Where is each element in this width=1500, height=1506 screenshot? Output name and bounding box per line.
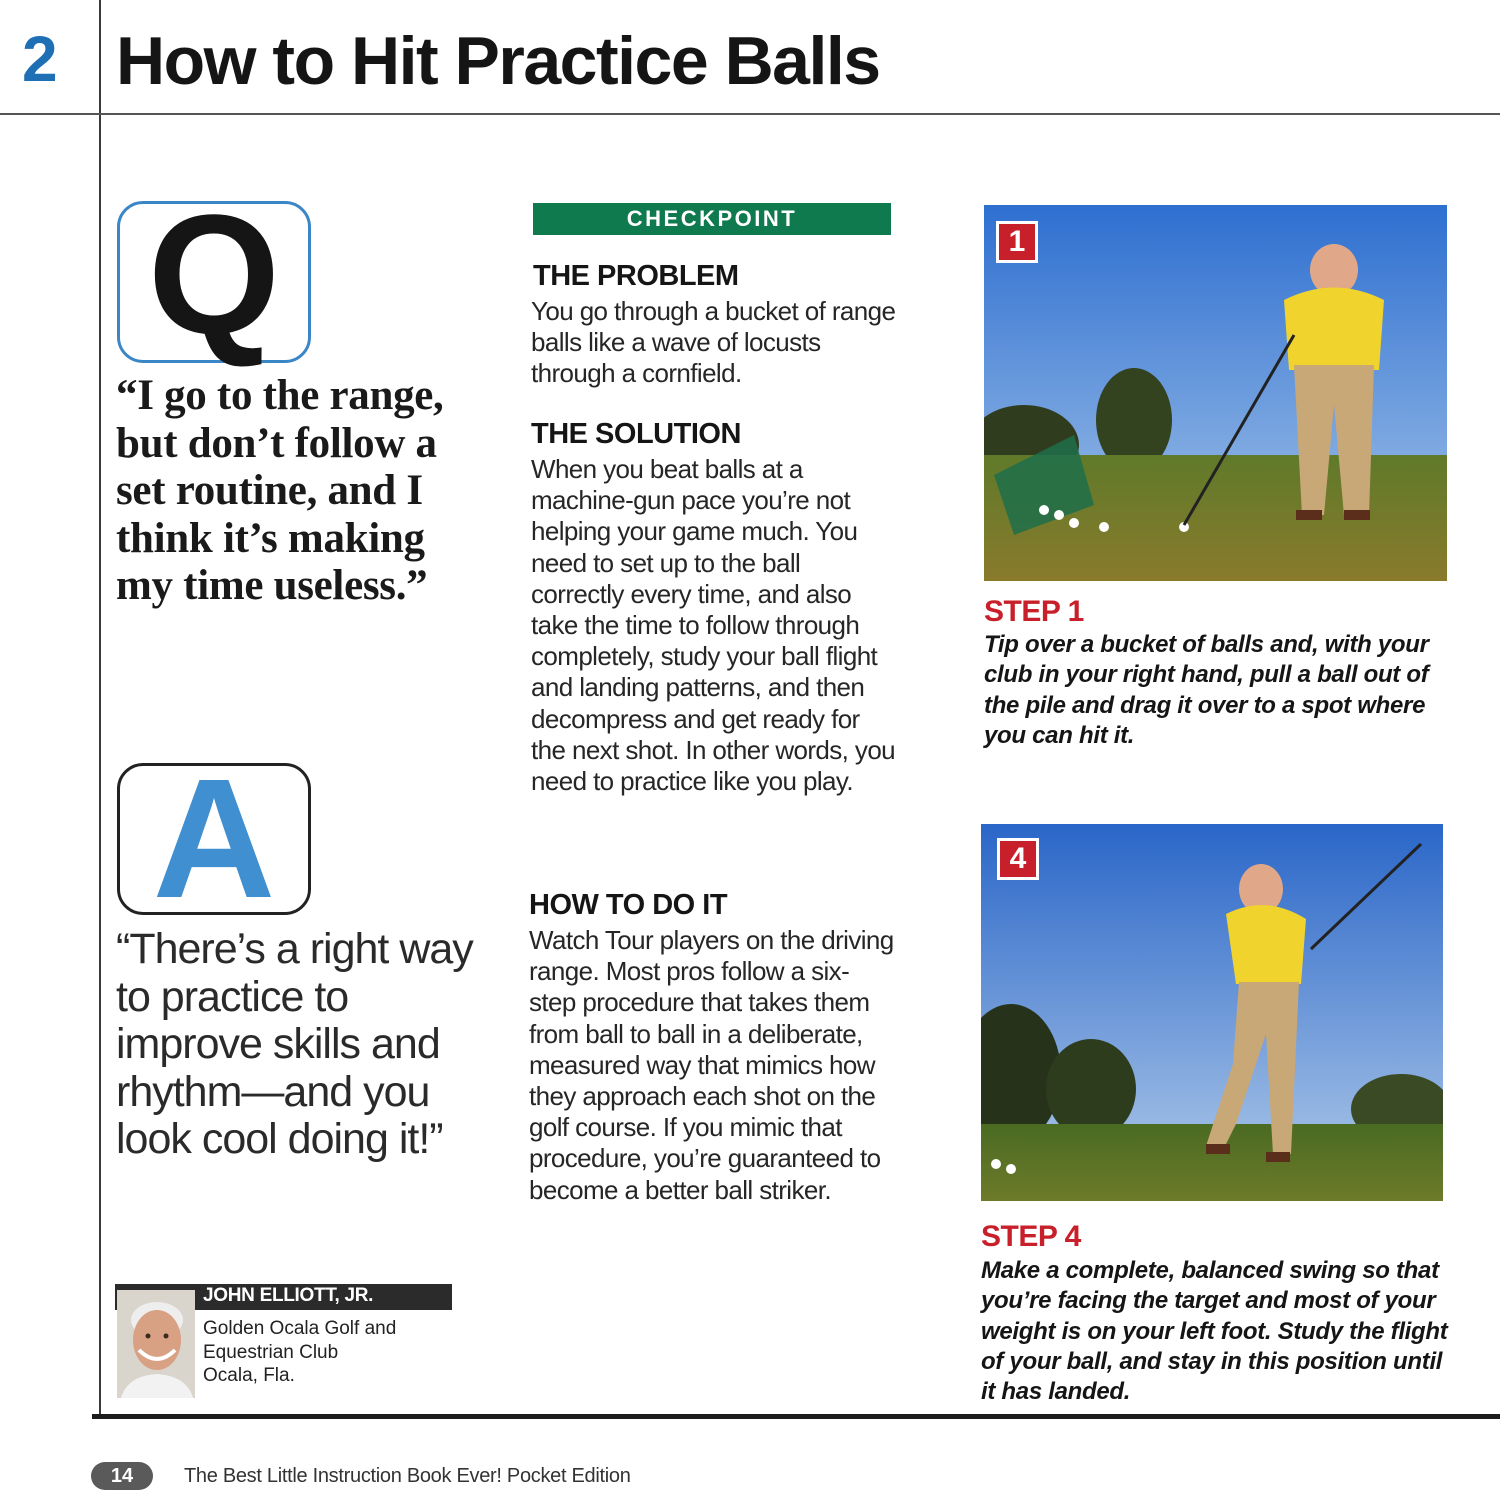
step-4-label: STEP 4 (981, 1220, 1081, 1253)
problem-text: You go through a bucket of range balls like a wave of locusts through a cornfield. (531, 296, 896, 389)
page-number: 14 (91, 1462, 153, 1490)
step-4-badge: 4 (997, 838, 1039, 880)
q-letter: Q (147, 180, 281, 370)
step-1-photo (984, 205, 1447, 581)
vertical-divider (99, 0, 101, 1415)
footer-divider (92, 1414, 1500, 1419)
page-title: How to Hit Practice Balls (116, 23, 880, 99)
step-1-label: STEP 1 (984, 595, 1084, 628)
book-title: The Best Little Instruction Book Ever! Pocket Edition (184, 1465, 631, 1487)
answer-badge (117, 744, 311, 934)
answer-text: “There’s a right way to practice to improve skills and rhythm—and you look cool doing it!” (116, 925, 473, 1163)
how-to-heading: HOW TO DO IT (529, 889, 728, 921)
question-text: “I go to the range, but don’t follow a set routine, and I think it’s making my time useless.” (116, 372, 444, 609)
problem-heading: THE PROBLEM (533, 260, 739, 292)
affiliation-line: Ocala, Fla. (203, 1365, 295, 1386)
how-to-text: Watch Tour players on the driving range. Most pros follow a six-step procedure that takes them from ball to ball in a deliberate, measured way that mimics how they approach each shot on the golf course. If you mimic that procedure, you’re guaranteed to become a better ball striker. (529, 925, 894, 1205)
step-4-photo (981, 824, 1443, 1201)
solution-heading: THE SOLUTION (531, 418, 741, 450)
affiliation-line: Equestrian Club (203, 1341, 339, 1363)
chapter-number: 2 (22, 23, 58, 95)
affiliation-line: Golden Ocala Golf and (203, 1318, 397, 1339)
step-1-badge: 1 (996, 221, 1038, 263)
step-4-text: Make a complete, balanced swing so that you’re facing the target and most of your weight is on your left foot. Study the flight of your ball, and stay in this position until it has landed. (981, 1257, 1448, 1406)
expert-affiliation (203, 1317, 453, 1388)
expert-credit (115, 1284, 452, 1402)
expert-name: JOHN ELLIOTT, JR. (203, 1285, 374, 1306)
checkpoint-banner: CHECKPOINT (533, 203, 891, 235)
question-badge (117, 180, 311, 370)
solution-text: When you beat balls at a machine-gun pace you’re not helping your game much. You need to set up to the ball correctly every time, and also take the time to follow through completely, study your ball flight and landing patterns, and then decompress and get ready for the next shot. In other words, you need to practice like you play. (531, 454, 896, 797)
header-divider (0, 113, 1500, 115)
a-letter: A (152, 744, 276, 934)
step-1-text: Tip over a bucket of balls and, with your club in your right hand, pull a ball out of the pile and drag it over to a spot where you can hit it. (984, 631, 1429, 749)
expert-portrait (117, 1290, 195, 1398)
